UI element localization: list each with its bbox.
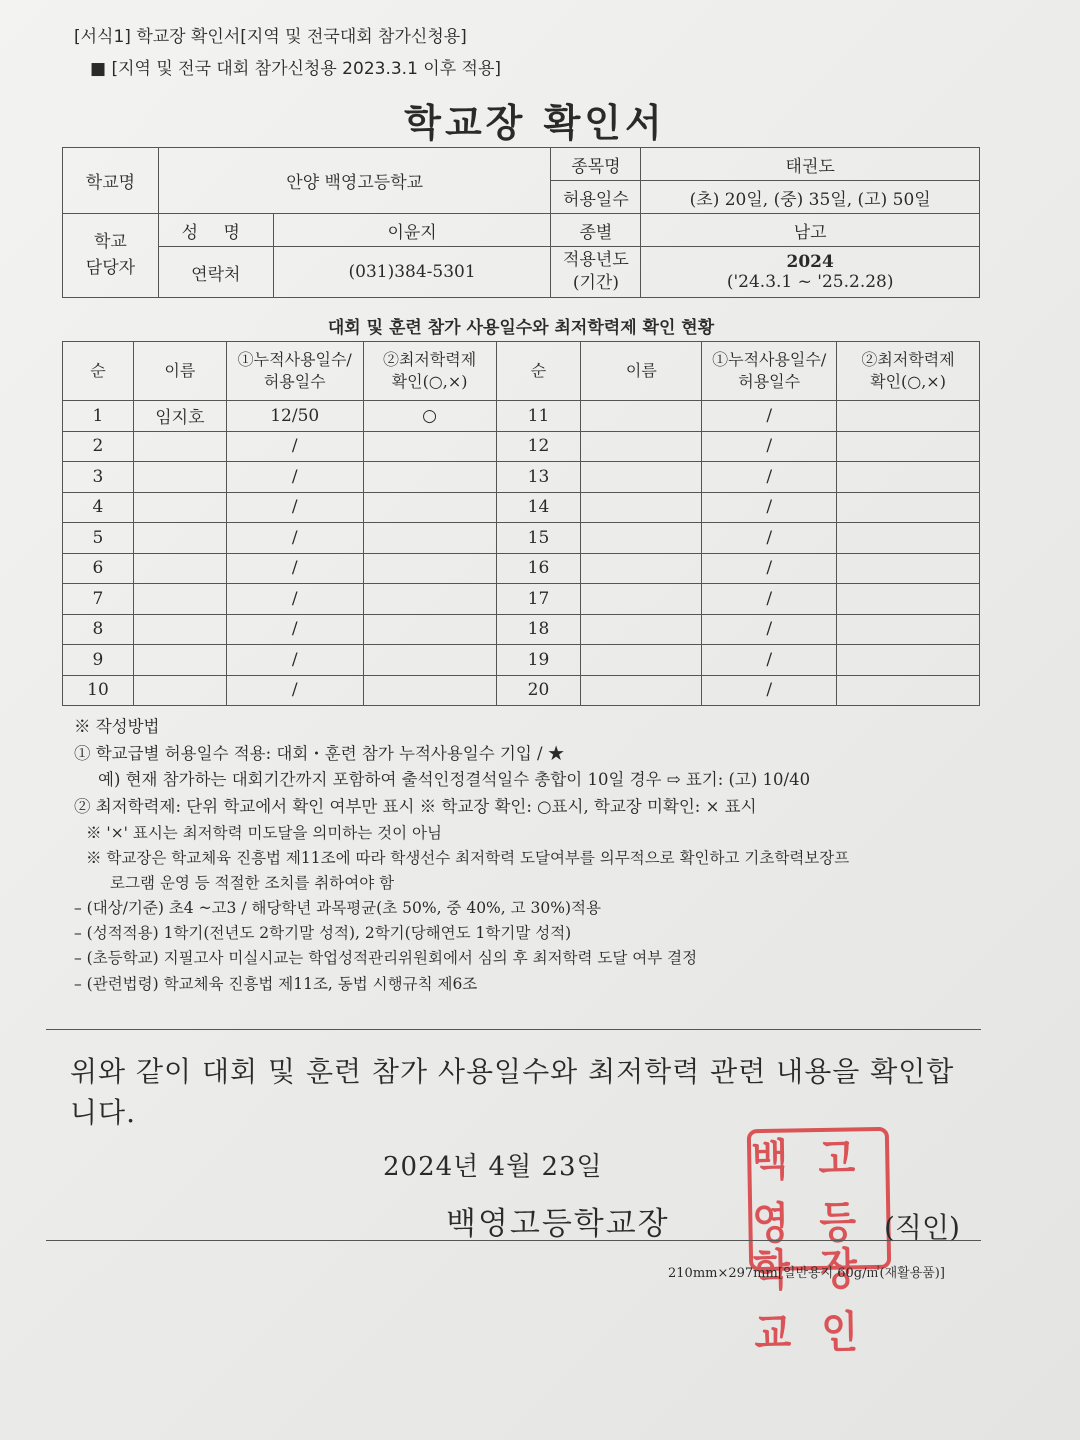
row-days-cell: /	[702, 462, 837, 493]
row-check-cell	[363, 431, 496, 462]
period-value: ('24.3.1 ~ '25.2.28)	[726, 272, 894, 292]
status-header-row	[63, 342, 980, 401]
criteria-target: – (대상/기준) 초4 ~고3 / 해당학년 과목평균(초 50%, 중 40%, 고 30%)적용	[74, 899, 601, 918]
row-check-cell	[837, 614, 980, 645]
row-days-cell: /	[226, 431, 363, 462]
row-days-cell: /	[702, 675, 837, 706]
row-check-cell	[837, 553, 980, 584]
row-name-cell	[581, 462, 702, 493]
row-no-cell: 9	[63, 645, 134, 676]
school-name-value: 안양 백영고등학교	[158, 148, 551, 214]
confirmation-date: 2024년 4월 23일	[383, 1152, 603, 1182]
instruction-2-note-a: ※ '×' 표시는 최저학력 미도달을 의미하는 것이 아님	[86, 823, 442, 842]
row-name-cell	[133, 584, 226, 615]
row-no-cell: 18	[496, 614, 581, 645]
row-no-cell: 20	[496, 675, 581, 706]
row-name-cell	[133, 523, 226, 554]
row-name-cell	[133, 462, 226, 493]
instructions	[74, 714, 994, 997]
seal-char: 학교	[752, 1244, 792, 1360]
table-row	[63, 462, 980, 493]
row-name-cell	[581, 431, 702, 462]
row-days-cell: /	[702, 614, 837, 645]
seal-char: 백영	[750, 1134, 790, 1250]
row-no-cell: 7	[63, 584, 134, 615]
category-label: 종별	[551, 214, 641, 247]
row-check-cell	[363, 462, 496, 493]
row-days-cell: /	[702, 492, 837, 523]
divider-top	[46, 1029, 981, 1030]
status-section-title: 대회 및 훈련 참가 사용일수와 최저학력제 확인 현황	[327, 318, 715, 338]
row-name-cell	[581, 553, 702, 584]
applicability-note: ■ [지역 및 전국 대회 참가신청용 2023.3.1 이후 적용]	[90, 59, 502, 79]
row-no-cell: 5	[63, 523, 134, 554]
row-no-cell: 3	[63, 462, 134, 493]
year-value: 2024	[786, 252, 834, 272]
row-name-cell	[133, 675, 226, 706]
year-label: 적용년도 (기간)	[551, 247, 641, 298]
allowed-days-value: (초) 20일, (중) 35일, (고) 50일	[641, 181, 980, 214]
row-days-cell: /	[226, 553, 363, 584]
table-row	[63, 401, 980, 432]
row-no-cell: 19	[496, 645, 581, 676]
row-no-cell: 12	[496, 431, 581, 462]
row-no-cell: 14	[496, 492, 581, 523]
school-info-table	[62, 147, 980, 298]
row-check-cell	[837, 645, 980, 676]
row-check-cell	[837, 492, 980, 523]
table-row	[63, 675, 980, 706]
category-value: 남고	[641, 214, 980, 247]
row-name-cell	[581, 614, 702, 645]
row-name-cell	[581, 584, 702, 615]
row-no-cell: 15	[496, 523, 581, 554]
row-check-cell	[837, 462, 980, 493]
row-no-cell: 8	[63, 614, 134, 645]
table-row	[63, 614, 980, 645]
row-days-cell: /	[702, 553, 837, 584]
row-name-cell: 임지호	[133, 401, 226, 432]
form-label: [서식1] 학교장 확인서[지역 및 전국대회 참가신청용]	[74, 27, 467, 47]
row-name-cell	[581, 523, 702, 554]
row-check-cell	[837, 584, 980, 615]
row-name-cell	[133, 614, 226, 645]
row-days-cell: /	[226, 462, 363, 493]
row-days-cell: /	[226, 492, 363, 523]
row-check-cell	[363, 553, 496, 584]
row-no-cell: 11	[496, 401, 581, 432]
instruction-2-note-b-cont: 로그램 운영 등 적절한 조치를 취하여야 함	[110, 874, 395, 893]
row-days-cell: /	[702, 401, 837, 432]
row-check-cell	[363, 523, 496, 554]
row-days-cell: /	[702, 645, 837, 676]
row-check-cell	[363, 584, 496, 615]
row-no-cell: 4	[63, 492, 134, 523]
row-days-cell: /	[226, 584, 363, 615]
table-row	[63, 523, 980, 554]
table-row	[63, 431, 980, 462]
row-check-cell	[363, 492, 496, 523]
row-check-cell: ○	[363, 401, 496, 432]
row-days-cell: /	[226, 523, 363, 554]
row-no-cell: 13	[496, 462, 581, 493]
row-check-cell	[837, 523, 980, 554]
instruction-2-note-b: ※ 학교장은 학교체육 진흥법 제11조에 따라 학생선수 최저학력 도달여부를 의무적으로 확인하고 기초학력보장프	[86, 848, 850, 867]
instruction-1-example: 예) 현재 참가하는 대회기간까지 포함하여 출석인정결석일수 총합이 10일 경우 ⇨ 표기: (고) 10/40	[98, 770, 811, 790]
table-row	[63, 492, 980, 523]
confirmation-text: 위와 같이 대회 및 훈련 참가 사용일수와 최저학력 관련 내용을 확인합니다.	[70, 1055, 955, 1129]
row-check-cell	[363, 614, 496, 645]
seal-char: 고등	[817, 1133, 857, 1248]
row-name-cell	[581, 675, 702, 706]
col-days-left: ①누적사용일수/ 허용일수	[226, 342, 363, 401]
row-no-cell: 16	[496, 553, 581, 584]
row-days-cell: /	[226, 614, 363, 645]
document-title: 학교장 확인서	[404, 101, 666, 145]
col-check-right: ②최저학력제 확인(○,×)	[837, 342, 980, 401]
row-check-cell	[837, 675, 980, 706]
principal-signature: 백영고등학교장	[446, 1206, 670, 1242]
manager-contact-value: (031)384-5301	[273, 247, 551, 298]
row-name-cell	[133, 645, 226, 676]
criteria-law: – (관련법령) 학교체육 진흥법 제11조, 동법 시행규칙 제6조	[74, 974, 478, 993]
paper-spec-footer: 210mm×297mm[일반용지 60g/㎡(재활용품)]	[668, 1266, 945, 1281]
col-check-left: ②최저학력제 확인(○,×)	[363, 342, 496, 401]
row-no-cell: 6	[63, 553, 134, 584]
manager-name-value: 이윤지	[273, 214, 551, 247]
table-row	[63, 553, 980, 584]
criteria-elementary: – (초등학교) 지필고사 미실시교는 학업성적관리위원회에서 심의 후 최저학력 도달 여부 결정	[74, 949, 698, 968]
row-name-cell	[581, 645, 702, 676]
row-days-cell: /	[226, 645, 363, 676]
row-days-cell: /	[702, 431, 837, 462]
allowed-days-label: 허용일수	[551, 181, 641, 214]
row-no-cell: 2	[63, 431, 134, 462]
school-name-label: 학교명	[63, 148, 159, 214]
seal-note: (직인)	[884, 1211, 960, 1244]
seal-char: 장인	[819, 1243, 859, 1358]
year-cell	[641, 247, 980, 298]
row-name-cell	[133, 492, 226, 523]
col-name-left: 이름	[133, 342, 226, 401]
event-label: 종목명	[551, 148, 641, 181]
row-days-cell: /	[702, 584, 837, 615]
col-name-right: 이름	[581, 342, 702, 401]
status-table	[62, 341, 980, 706]
row-check-cell	[363, 645, 496, 676]
row-check-cell	[363, 675, 496, 706]
manager-contact-label: 연락처	[158, 247, 273, 298]
event-value: 태권도	[641, 148, 980, 181]
row-name-cell	[133, 431, 226, 462]
row-days-cell: 12/50	[226, 401, 363, 432]
manager-label: 학교 담당자	[63, 214, 159, 298]
row-days-cell: /	[702, 523, 837, 554]
row-no-cell: 10	[63, 675, 134, 706]
row-no-cell: 1	[63, 401, 134, 432]
table-row	[63, 584, 980, 615]
row-name-cell	[581, 492, 702, 523]
table-row	[63, 645, 980, 676]
manager-name-label: 성 명	[158, 214, 273, 247]
col-days-right: ①누적사용일수/ 허용일수	[702, 342, 837, 401]
row-check-cell	[837, 401, 980, 432]
instruction-2: ② 최저학력제: 단위 학교에서 확인 여부만 표시 ※ 학교장 확인: ○표시, 학교장 미확인: × 표시	[74, 797, 757, 817]
divider-bottom	[46, 1240, 981, 1241]
row-no-cell: 17	[496, 584, 581, 615]
col-no-right: 순	[496, 342, 581, 401]
criteria-grades: – (성적적용) 1학기(전년도 2학기말 성적), 2학기(당해연도 1학기말 성적)	[74, 924, 572, 943]
row-check-cell	[837, 431, 980, 462]
row-days-cell: /	[226, 675, 363, 706]
instructions-heading: ※ 작성방법	[74, 717, 160, 736]
row-name-cell	[133, 553, 226, 584]
row-name-cell	[581, 401, 702, 432]
instruction-1: ① 학교급별 허용일수 적용: 대회・훈련 참가 누적사용일수 기입 / ★	[74, 743, 565, 763]
col-no-left: 순	[63, 342, 134, 401]
